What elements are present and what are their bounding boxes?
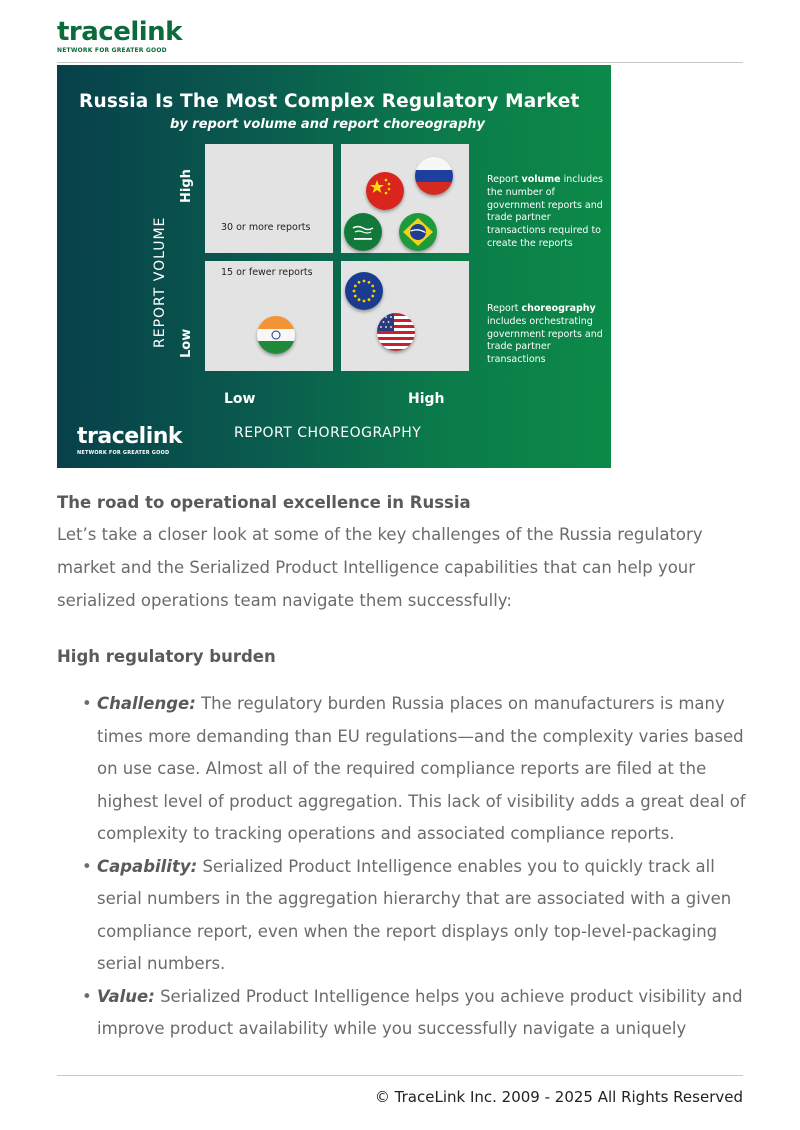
footer-divider xyxy=(57,1075,743,1076)
saudi-arabia-flag-icon xyxy=(344,213,382,251)
list-item xyxy=(80,851,750,981)
note-volume-text: includes the number of government reports and trade partner transactions required to create the reports xyxy=(487,174,604,249)
note-choreo-text: includes orchestrating government reports and trade partner transactions xyxy=(487,315,603,366)
logo-wordmark: tracelink xyxy=(57,17,182,47)
note-choreo-prefix: Report xyxy=(487,303,522,314)
footer-copyright: © TraceLink Inc. 2009 - 2025 All Rights Reserved xyxy=(374,1088,743,1106)
y-axis-label: REPORT VOLUME xyxy=(152,216,168,348)
intro-paragraph: Let’s take a closer look at some of the key challenges of the Russia regulatory market and the Serialized Product Intelligence capabilities that can help your serialized operations team navigate them successfully: xyxy=(57,525,703,610)
list-item-lead: Challenge: xyxy=(97,694,196,713)
section-heading: High regulatory burden xyxy=(57,647,276,666)
y-axis-low: Low xyxy=(179,328,194,358)
note-choreo-key: choreography xyxy=(521,303,596,314)
list-item-lead: Value: xyxy=(97,986,155,1006)
quadrant-label-30: 30 or more reports xyxy=(221,222,311,233)
y-axis-high: High xyxy=(179,169,194,203)
infographic-logo xyxy=(77,425,182,456)
china-flag-icon xyxy=(366,172,404,210)
brazil-flag-icon xyxy=(399,213,437,251)
tracelink-logo[interactable] xyxy=(57,18,182,54)
note-report-volume xyxy=(487,174,607,251)
infographic-subtitle: by report volume and report choreography xyxy=(170,117,485,132)
infographic-title: Russia Is The Most Complex Regulatory Market xyxy=(79,91,580,112)
note-report-choreography xyxy=(487,303,607,367)
intro-heading: The road to operational excellence in Russia xyxy=(57,493,471,512)
infographic-logo-wordmark: tracelink xyxy=(77,424,183,449)
infographic-logo-tagline: NETWORK FOR GREATER GOOD xyxy=(77,450,170,456)
x-axis-high: High xyxy=(408,391,445,407)
note-volume-prefix: Report xyxy=(487,174,522,185)
quadrant-label-15: 15 or fewer reports xyxy=(221,267,313,278)
quadrant-high-low xyxy=(205,144,333,253)
list-item xyxy=(80,688,750,851)
list-item-text: Serialized Product Intelligence helps you achieve product visibility and improve product availability while you successfully navigate a uniquely xyxy=(97,986,743,1038)
x-axis-label: REPORT CHOREOGRAPHY xyxy=(234,425,422,441)
india-flag-icon xyxy=(257,316,295,354)
header-divider xyxy=(57,62,743,63)
note-volume-key: volume xyxy=(521,174,561,185)
russia-flag-icon xyxy=(415,157,453,195)
list-item-lead: Capability: xyxy=(97,856,198,876)
intro-section xyxy=(57,488,747,617)
list-item-text: Serialized Product Intelligence enables you to quickly track all serial numbers in the aggregation hierarchy that are associated with a given compliance report, even when the report displays only top-level-packaging serial numbers. xyxy=(97,856,732,973)
eu-flag-icon xyxy=(345,272,383,310)
bullet-list xyxy=(80,688,750,1046)
usa-flag-icon xyxy=(377,313,415,351)
logo-tagline: NETWORK FOR GREATER GOOD xyxy=(57,47,167,54)
hero-infographic xyxy=(57,65,611,468)
list-item-text: The regulatory burden Russia places on manufacturers is many times more demanding than EU regulations—and the complexity varies based on use case. Almost all of the required compliance reports are filed at the highest level of product aggregation. This lack of visibility adds a great deal of complexity to tracking operations and associated compliance reports. xyxy=(97,694,746,843)
list-item xyxy=(80,981,750,1046)
x-axis-low: Low xyxy=(224,391,256,407)
section-heading-wrap xyxy=(57,640,747,673)
